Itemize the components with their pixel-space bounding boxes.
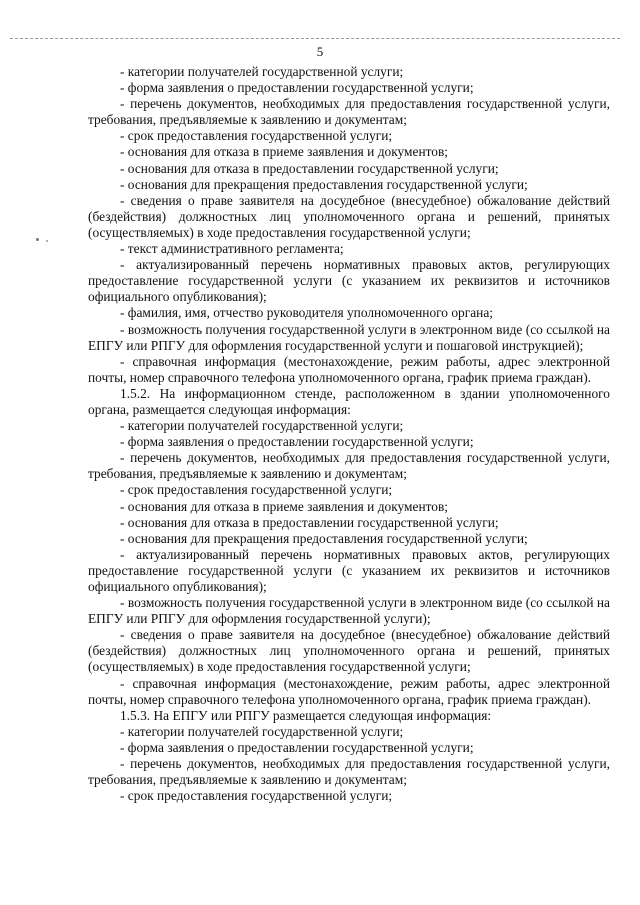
list-item: - перечень документов, необходимых для предоставления государственной услуги, требования, предъявляемые к заявлению и документам; (88, 450, 610, 482)
list-item: - срок предоставления государственной услуги; (120, 788, 393, 804)
list-item: - основания для отказа в приеме заявления и документов; (120, 498, 449, 514)
list-item: - перечень документов, необходимых для предоставления государственной услуги, требования, предъявляемые к заявлению и документам; (88, 756, 610, 788)
list-item: - сведения о праве заявителя на досудебное (внесудебное) обжалование действий (бездействия) должностных лиц уполномоченного органа и решений, принятых (осуществляемых) в ходе предоставления государственной услуги; (88, 192, 610, 240)
page-number: 5 (316, 44, 324, 59)
list-item: - форма заявления о предоставлении государственной услуги; (120, 80, 474, 96)
list-item: - основания для отказа в предоставлении государственной услуги; (120, 160, 499, 176)
list-item: - категории получателей государственной услуги; (120, 723, 404, 739)
list-item: - основания для отказа в приеме заявления и документов; (120, 144, 449, 160)
list-item: - форма заявления о предоставлении государственной услуги; (120, 739, 474, 755)
list-item: - категории получателей государственной услуги; (120, 418, 404, 434)
section-paragraph: 1.5.2. На информационном стенде, расположенном в здании уполномоченного органа, размещается следующая информация: (88, 385, 610, 417)
list-item: - справочная информация (местонахождение, режим работы, адрес электронной почты, номер справочного телефона уполномоченного органа, график приема граждан). (88, 353, 610, 385)
list-item: - возможность получения государственной услуги в электронном виде (со ссылкой на ЕПГУ или РПГУ для оформления государственной услуги); (88, 595, 610, 627)
list-item: - возможность получения государственной услуги в электронном виде (со ссылкой на ЕПГУ или РПГУ для оформления государственной услуги и пошаговой инструкцией); (88, 321, 610, 353)
list-item: - категории получателей государственной услуги; (120, 64, 404, 79)
list-item: - фамилия, имя, отчество руководителя уполномоченного органа; (120, 305, 494, 321)
list-item: - текст административного регламента; (120, 241, 344, 257)
list-item: - основания для прекращения предоставления государственной услуги; (120, 530, 528, 546)
scan-header-line (10, 38, 620, 39)
section-paragraph: 1.5.3. На ЕПГУ или РПГУ размещается следующая информация: (120, 707, 492, 723)
document-body (88, 64, 610, 804)
scan-artifact (46, 240, 48, 242)
list-item: - справочная информация (местонахождение, режим работы, адрес электронной почты, номер справочного телефона уполномоченного органа, график приема граждан). (88, 675, 610, 707)
list-item: - форма заявления о предоставлении государственной услуги; (120, 434, 474, 450)
list-item: - основания для прекращения предоставления государственной услуги; (120, 176, 528, 192)
list-item: - срок предоставления государственной услуги; (120, 482, 393, 498)
list-item: - актуализированный перечень нормативных правовых актов, регулирующих предоставление государственной услуги (с указанием их реквизитов и источников официального опубликования); (88, 257, 610, 305)
list-item: - сведения о праве заявителя на досудебное (внесудебное) обжалование действий (бездействия) должностных лиц уполномоченного органа и решений, принятых (осуществляемых) в ходе предоставления государственной услуги; (88, 627, 610, 675)
list-item: - основания для отказа в предоставлении государственной услуги; (120, 514, 499, 530)
list-item: - срок предоставления государственной услуги; (120, 128, 393, 144)
scan-artifact (36, 238, 39, 241)
list-item: - актуализированный перечень нормативных правовых актов, регулирующих предоставление государственной услуги (с указанием их реквизитов и источников официального опубликования); (88, 546, 610, 594)
list-item: - перечень документов, необходимых для предоставления государственной услуги, требования, предъявляемые к заявлению и документам; (88, 96, 610, 128)
